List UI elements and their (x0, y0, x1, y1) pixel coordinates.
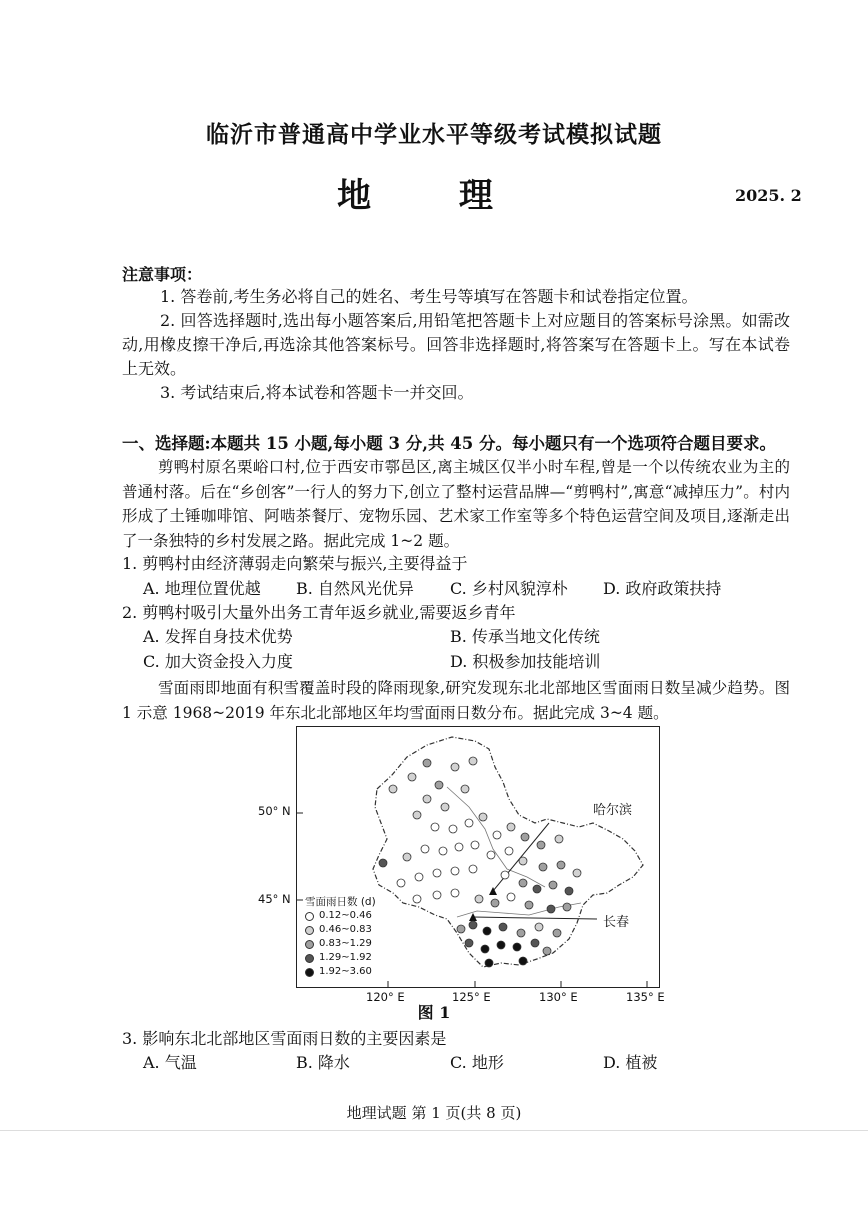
lat-label-50: 50° N (258, 804, 291, 818)
legend-item (305, 951, 376, 965)
legend-label: 0.12~0.46 (319, 910, 372, 921)
station-dots (379, 757, 581, 967)
q1-option-d: D. 政府政策扶持 (603, 579, 722, 598)
legend-swatch (305, 968, 314, 977)
notice-item-3: 3. 考试结束后,将本试卷和答题卡一并交回。 (160, 383, 474, 402)
question-3-stem: 3. 影响东北北部地区雪面雨日数的主要因素是 (122, 1029, 447, 1048)
notice-item-1: 1. 答卷前,考生务必将自己的姓名、考生号等填写在答题卡和试卷指定位置。 (160, 287, 698, 306)
legend-swatch (305, 954, 314, 963)
legend-label: 0.83~1.29 (319, 938, 372, 949)
q1-option-a: A. 地理位置优越 (143, 579, 261, 598)
figure-caption: 图 1 (417, 1003, 451, 1022)
legend-item (305, 909, 376, 923)
legend-item (305, 923, 376, 937)
q2-option-d: D. 积极参加技能培训 (450, 652, 601, 671)
question-1-stem: 1. 剪鸭村由经济薄弱走向繁荣与振兴,主要得益于 (122, 554, 468, 573)
lon-label-130: 130° E (539, 990, 578, 1004)
city-label-changchun: 长春 (603, 915, 630, 930)
q3-option-c: C. 地形 (450, 1053, 504, 1072)
city-label-harbin: 哈尔滨 (593, 803, 633, 818)
lat-label-45: 45° N (258, 892, 291, 906)
notice-item-2: 2. 回答选择题时,选出每小题答案后,用铅笔把答题卡上对应题目的答案标号涂黑。如需改动,用橡皮擦干净后,再选涂其他答案标号。回答非选择题时,将答案写在答题卡上。写在本试卷上无效。 (122, 311, 790, 378)
legend-swatch (305, 940, 314, 949)
q2-option-b: B. 传承当地文化传统 (450, 627, 600, 646)
page-footer: 地理试题 第 1 页(共 8 页) (346, 1104, 522, 1122)
legend-swatch (305, 926, 314, 935)
q2-option-a: A. 发挥自身技术优势 (143, 627, 293, 646)
q3-option-a: A. 气温 (143, 1053, 197, 1072)
legend-title: 雪面雨日数 (d) (305, 896, 376, 908)
q1-option-b: B. 自然风光优异 (296, 579, 414, 598)
question-2-stem: 2. 剪鸭村吸引大量外出务工青年返乡就业,需要返乡青年 (122, 603, 516, 622)
lon-label-125: 125° E (452, 990, 491, 1004)
lon-label-120: 120° E (366, 990, 405, 1004)
exam-title: 临沂市普通高中学业水平等级考试模拟试题 (206, 121, 662, 148)
q1-option-c: C. 乡村风貌淳朴 (450, 579, 568, 598)
passage-2: 雪面雨即地面有积雪覆盖时段的降雨现象,研究发现东北北部地区雪面雨日数呈减少趋势。图 1 示意 1968~2019 年东北北部地区年均雪面雨日数分布。据此完成 3~4 题。 (122, 679, 790, 722)
legend-label: 1.92~3.60 (319, 966, 372, 977)
legend-swatch (305, 912, 314, 921)
map-legend (305, 895, 376, 979)
lon-label-135: 135° E (626, 990, 665, 1004)
passage-1: 剪鸭村原名栗峪口村,位于西安市鄠邑区,离主城区仅半小时车程,曾是一个以传统农业为主的普通村落。后在“乡创客”一行人的努力下,创立了整村运营品牌—“剪鸭村”,寓意“减掉压力”。村内形成了土锤咖啡馆、阿啮茶餐厅、宠物乐园、艺术家工作室等多个特色运营空间及项目,逐渐走出了一条独特的乡村发展之路。据此完成 1~2 题。 (122, 458, 790, 550)
subject-title: 地 理 (337, 176, 531, 216)
section-heading: 一、选择题:本题共 15 小题,每小题 3 分,共 45 分。每小题只有一个选项符合题目要求。 (122, 434, 776, 453)
notice-heading: 注意事项： (122, 265, 203, 284)
exam-date: 2025. 2 (735, 186, 802, 205)
snow-rain-map (296, 726, 660, 988)
legend-label: 1.29~1.92 (319, 952, 372, 963)
page-bottom-rule (0, 1130, 868, 1131)
q3-option-d: D. 植被 (603, 1053, 658, 1072)
legend-item (305, 965, 376, 979)
legend-label: 0.46~0.83 (319, 924, 372, 935)
q3-option-b: B. 降水 (296, 1053, 350, 1072)
legend-item (305, 937, 376, 951)
q2-option-c: C. 加大资金投入力度 (143, 652, 293, 671)
